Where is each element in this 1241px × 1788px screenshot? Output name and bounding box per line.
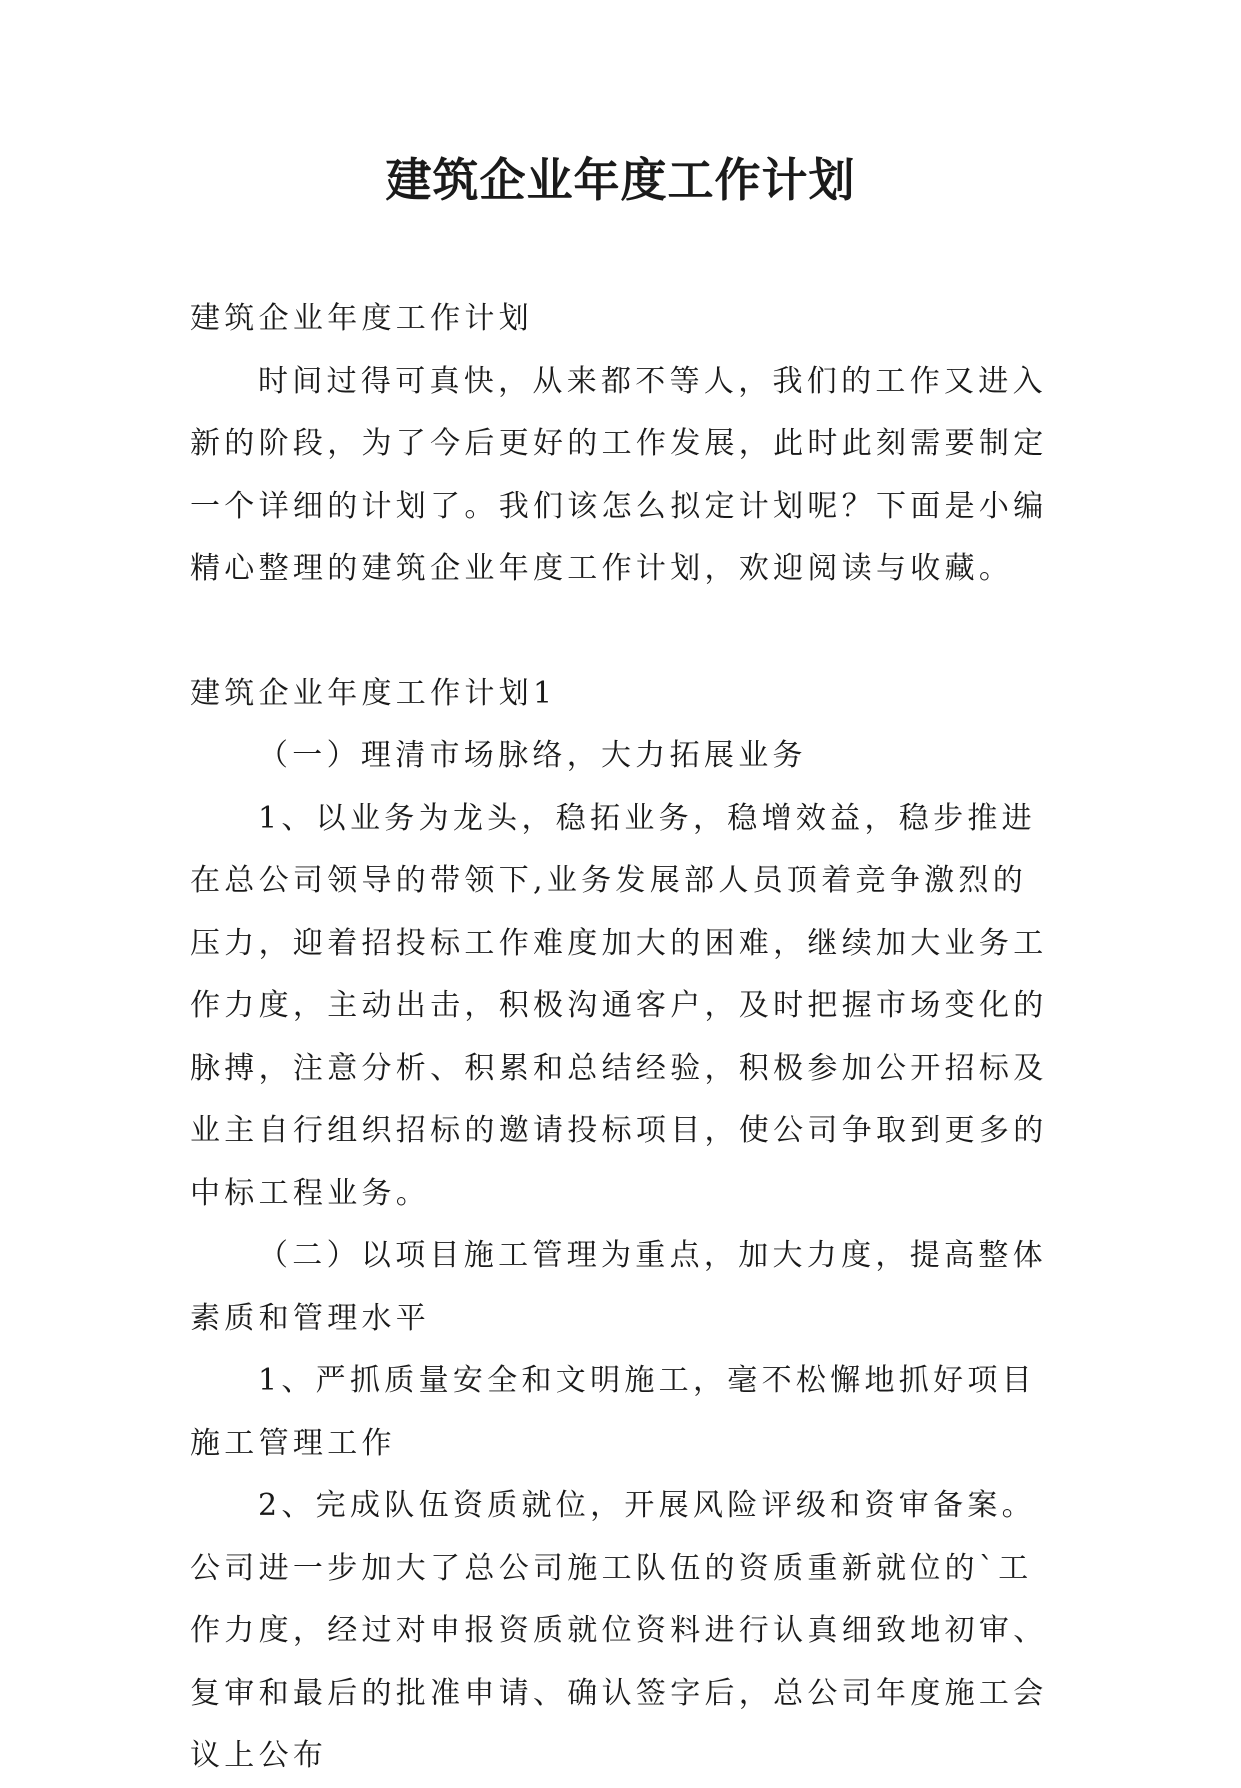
subsection-heading-2: （二）以项目施工管理为重点，加大力度，提高整体素质和管理水平: [190, 1238, 1047, 1336]
document-title: 建筑企业年度工作计划: [385, 153, 856, 207]
subtitle-paragraph: 建筑企业年度工作计划: [190, 301, 533, 336]
subsection-heading-1: （一）理清市场脉络，大力拓展业务: [258, 738, 807, 773]
body-paragraph-1: 1、以业务为龙头，稳拓业务，稳增效益，稳步推进在总公司领导的带领下,业务发展部人员顶着竞争激烈的压力，迎着招投标工作难度加大的困难，继续加大业务工作力度，主动出击，积极沟通客户，及时把握市场变化的脉搏，注意分析、积累和总结经验，积极参加公开招标及业主自行组织招标的邀请投标项目，使公司争取到更多的中标工程业务。: [190, 800, 1048, 1211]
document-body: [190, 288, 1060, 1788]
intro-paragraph: 时间过得可真快，从来都不等人，我们的工作又进入新的阶段，为了今后更好的工作发展，此时此刻需要制定一个详细的计划了。我们该怎么拟定计划呢？下面是小编精心整理的建筑企业年度工作计划，欢迎阅读与收藏。: [190, 363, 1048, 586]
section-heading: 建筑企业年度工作计划1: [190, 675, 557, 711]
paragraph-spacer: [190, 601, 1060, 663]
body-paragraph-3: 2、完成队伍资质就位，开展风险评级和资审备案。公司进一步加大了总公司施工队伍的资质重新就位的`工作力度，经过对申报资质就位资料进行认真细致地初审、复审和最后的批准申请、确认签字后，总公司年度施工会议上公布: [190, 1488, 1048, 1773]
body-paragraph-2: 1、严抓质量安全和文明施工，毫不松懈地抓好项目施工管理工作: [190, 1363, 1036, 1461]
